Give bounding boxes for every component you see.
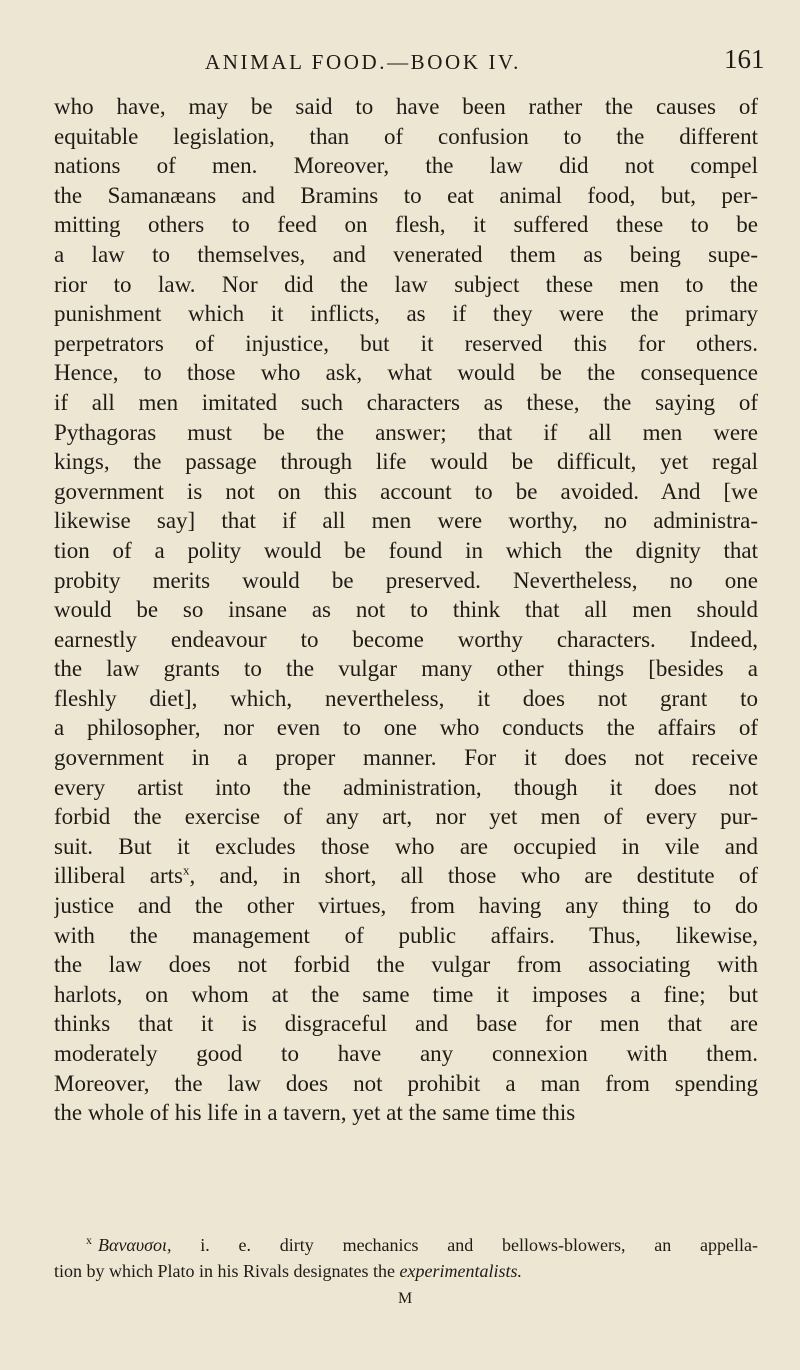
text-line: punishment which it inflicts, as if they were the primary xyxy=(54,301,758,327)
text-line: who have, may be said to have been rather the causes of xyxy=(54,94,758,119)
text-line: Pythagoras must be the answer; that if all men were xyxy=(54,419,758,445)
text-line: a law to themselves, and venerated them as being supe- xyxy=(54,241,758,267)
text-line: would be so insane as not to think that all men should xyxy=(54,597,758,623)
running-head xyxy=(0,44,800,84)
text-line: the law does not forbid the vulgar from associating with xyxy=(54,952,758,978)
text-line: suit. But it excludes those who are occupied in vile and xyxy=(54,833,758,859)
text-line: moderately good to have any connexion with them. xyxy=(54,1041,758,1066)
text-line: with the management of public affairs. Thus, likewise, xyxy=(54,922,758,948)
text-line: government in a proper manner. For it does not receive xyxy=(54,745,758,771)
text-line: probity merits would be preserved. Nevertheless, no one xyxy=(54,567,758,593)
text-line: justice and the other virtues, from having any thing to do xyxy=(54,893,758,919)
text-line: Moreover, the law does not prohibit a man from spending xyxy=(54,1070,758,1096)
text-line: forbid the exercise of any art, nor yet men of every pur- xyxy=(54,804,758,830)
footnote-mark: x xyxy=(86,1233,92,1247)
text-line: the law grants to the vulgar many other things [besides a xyxy=(54,656,758,682)
page-number: 161 xyxy=(724,44,765,74)
text-line-with-footnote-ref xyxy=(54,861,758,891)
text-line: rior to law. Nor did the law subject these men to the xyxy=(54,271,758,297)
text-line: the whole of his life in a tavern, yet at the same time this xyxy=(54,1100,576,1126)
running-title: ANIMAL FOOD.—BOOK IV. xyxy=(205,50,521,74)
footnote xyxy=(54,1232,758,1284)
footnote-text: tion by which Plato in his Rivals designates the xyxy=(54,1261,400,1281)
text-line: thinks that it is disgraceful and base for men that are xyxy=(54,1011,758,1037)
text-line: kings, the passage through life would be difficult, yet regal xyxy=(54,449,758,475)
text-line: fleshly diet], which, nevertheless, it does not grant to xyxy=(54,685,758,711)
text-line: a philosopher, nor even to one who conducts the affairs of xyxy=(54,715,758,741)
footnote-italic-term: experimentalists. xyxy=(399,1261,522,1281)
footnote-line xyxy=(54,1258,758,1284)
text-line: harlots, on whom at the same time it imposes a fine; but xyxy=(54,981,758,1007)
footnote-reference[interactable]: x xyxy=(182,862,190,878)
text-line: nations of men. Moreover, the law did not compel xyxy=(54,153,758,179)
signature-mark: M xyxy=(398,1290,414,1307)
text-line: mitting others to feed on flesh, it suffered these to be xyxy=(54,212,758,238)
footnote-text: i. e. dirty mechanics and bellows-blowers, an appella- xyxy=(171,1235,758,1255)
text-line: tion of a polity would be found in which the dignity that xyxy=(54,537,758,563)
text-line: equitable legislation, than of confusion to the different xyxy=(54,123,758,149)
text-segment: illiberal arts xyxy=(54,863,183,889)
text-line: the Samanæans and Bramins to eat animal food, but, per- xyxy=(54,182,758,208)
text-line: Hence, to those who ask, what would be the consequence xyxy=(54,360,758,386)
text-line: if all men imitated such characters as these, the saying of xyxy=(54,389,758,415)
body-text xyxy=(54,92,758,1128)
text-line: perpetrators of injustice, but it reserved this for others. xyxy=(54,330,758,356)
text-line: every artist into the administration, though it does not xyxy=(54,774,758,800)
footnote-line xyxy=(54,1232,758,1258)
text-line: likewise say] that if all men were worthy, no administra- xyxy=(54,508,758,534)
text-segment: , and, in short, all those who are destitute of xyxy=(189,863,758,889)
text-line: government is not on this account to be avoided. And [we xyxy=(54,478,758,504)
text-line: earnestly endeavour to become worthy characters. Indeed, xyxy=(54,626,758,652)
footnote-greek-term: Βαναυσοι, xyxy=(98,1235,172,1255)
